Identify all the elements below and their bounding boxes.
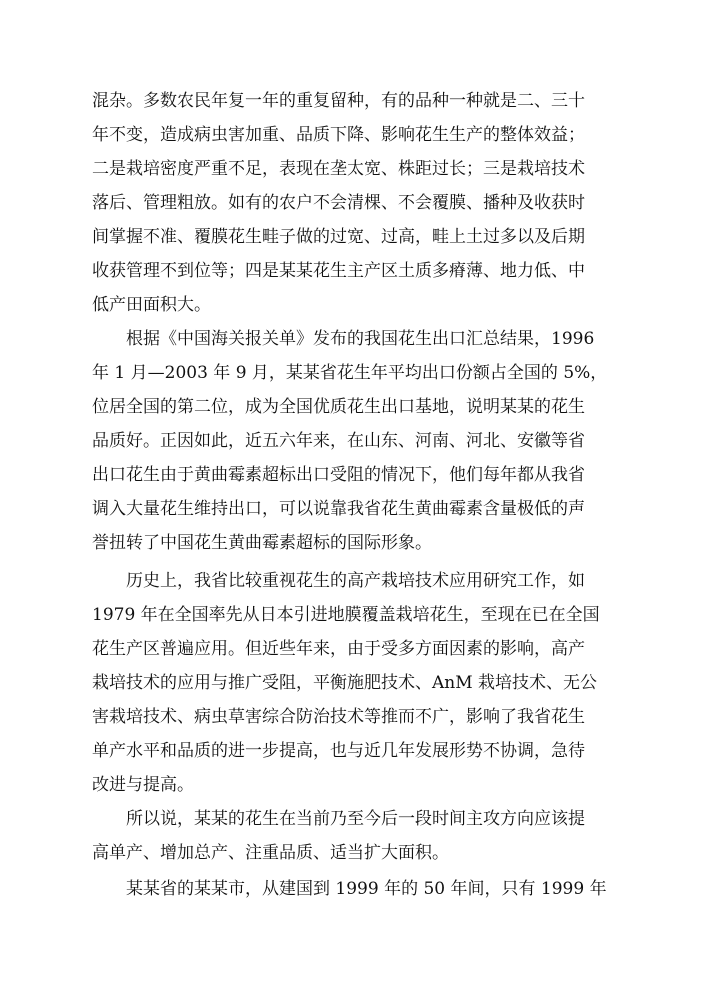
text-line: 低产田面积大。	[92, 295, 211, 315]
text-line: 位居全国的第二位，成为全国优质花生出口基地，说明某某的花生	[92, 397, 585, 417]
text-line: 1979 年在全国率先从日本引进地膜覆盖栽培花生，至现在已在全国	[92, 605, 600, 625]
text-line: 所以说，某某的花生在当前乃至今后一段时间主攻方向应该提	[126, 809, 585, 829]
text-line: 混杂。多数农民年复一年的重复留种，有的品种一种就是二、三十	[92, 91, 585, 111]
text-line: 害栽培技术、病虫草害综合防治技术等推而不广，影响了我省花生	[92, 707, 585, 727]
text-line: 年不变，造成病虫害加重、品质下降、影响花生生产的整体效益；	[92, 125, 585, 145]
text-line: 收获管理不到位等；四是某某花生主产区土质多瘠薄、地力低、中	[92, 261, 585, 281]
text-line: 间掌握不准、覆膜花生畦子做的过宽、过高，畦上土过多以及后期	[92, 227, 585, 247]
text-line: 调入大量花生维持出口，可以说靠我省花生黄曲霉素含量极低的声	[92, 499, 585, 519]
text-line: 品质好。正因如此，近五六年来，在山东、河南、河北、安徽等省	[92, 431, 585, 451]
text-line: 根据《中国海关报关单》发布的我国花生出口汇总结果，1996	[126, 329, 595, 349]
text-line: 年 1 月—2003 年 9 月，某某省花生年平均出口份额占全国的 5%，	[92, 363, 608, 383]
text-line: 落后、管理粗放。如有的农户不会清棵、不会覆膜、播种及收获时	[92, 193, 585, 213]
text-line: 某某省的某某市，从建国到 1999 年的 50 年间，只有 1999 年	[126, 879, 607, 899]
text-line: 花生产区普遍应用。但近些年来，由于受多方面因素的影响，高产	[92, 639, 585, 659]
text-line: 单产水平和品质的进一步提高，也与近几年发展形势不协调，急待	[92, 741, 585, 761]
text-line: 高单产、增加总产、注重品质、适当扩大面积。	[92, 843, 449, 863]
text-line: 誉扭转了中国花生黄曲霉素超标的国际形象。	[92, 533, 432, 553]
text-line: 改进与提高。	[92, 775, 194, 795]
text-line: 二是栽培密度严重不足，表现在垄太宽、株距过长；三是栽培技术	[92, 159, 585, 179]
text-line: 历史上，我省比较重视花生的高产栽培技术应用研究工作，如	[126, 571, 585, 591]
text-line: 栽培技术的应用与推广受阻，平衡施肥技术、AnM 栽培技术、无公	[92, 673, 598, 693]
text-line: 出口花生由于黄曲霉素超标出口受阻的情况下，他们每年都从我省	[92, 465, 585, 485]
